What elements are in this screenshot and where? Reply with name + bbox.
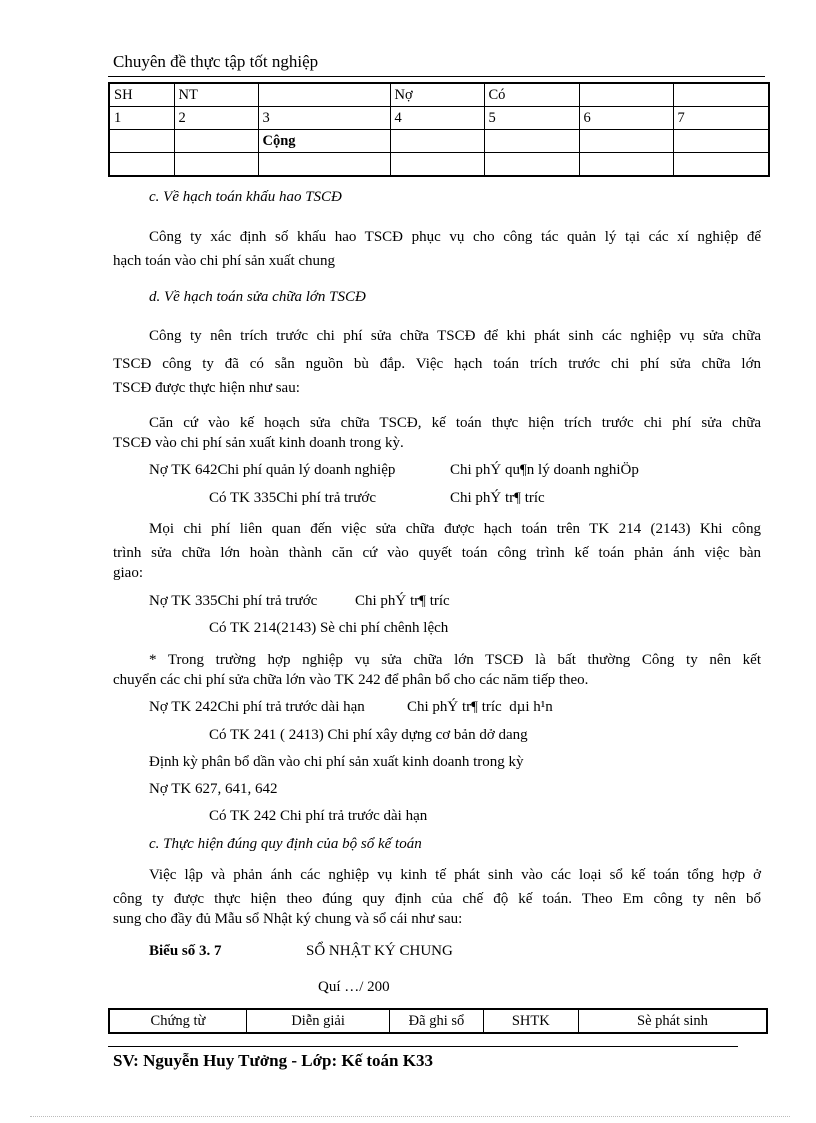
total-label: Cộng [258,130,390,153]
entry-debit: Nợ TK 335Chi phí trả trước [149,593,318,609]
paragraph-line: Mọi chi phí liên quan đến việc sửa chữa được hạch toán trên TK 214 (2143) Khi công [149,521,761,537]
paragraph-line: giao: [113,565,143,581]
section-heading: c. Thực hiện đúng quy định của bộ sổ kế toán [149,836,422,852]
table-cell [673,83,769,107]
paragraph-line: công ty được thực hiện theo đúng quy định của chế độ kế toán. Theo Em công ty nên bổ [113,891,761,907]
table-cell [390,153,484,177]
table-cell: 1 [109,107,174,130]
form-period: Quí …/ 200 [318,979,390,995]
header-rule [108,76,765,77]
paragraph-line: sung cho đầy đủ Mẫu sổ Nhật ký chung và sổ cái như sau: [113,911,463,927]
entry-credit: Có TK 241 ( 2413) Chi phí xây dựng cơ bản dở dang [209,727,528,743]
table-cell: 4 [390,107,484,130]
paragraph-line: trình sửa chữa lớn hoàn thành căn cứ vào quyết toán công trình kế toán phản ánh việc bàn [113,545,761,561]
form-label: Biểu số 3. 7 [149,943,222,959]
journal-header-table [108,1008,768,1034]
table-cell: NT [174,83,258,107]
ledger-table [108,82,770,177]
paragraph-line: Công ty nên trích trước chi phí sửa chữa TSCĐ để khi phát sinh các nghiệp vụ sửa chữa [149,328,761,344]
column-header: Chứng từ [109,1009,246,1033]
paragraph-line: Việc lập và phản ánh các nghiệp vụ kinh tế phát sinh vào các loại sổ kế toán tổng hợp ở [149,867,761,883]
table-cell [673,153,769,177]
table-cell [258,83,390,107]
entry-garbled: Chi phÝ qu¶n lý doanh nghiÖp [450,462,639,478]
table-row [109,83,769,107]
paragraph-line: hạch toán vào chi phí sản xuất chung [113,253,336,269]
table-cell: Có [484,83,579,107]
table-cell: 3 [258,107,390,130]
table-row [109,153,769,177]
page-header-title: Chuyên đề thực tập tốt nghiệp [113,52,319,71]
table-cell: SH [109,83,174,107]
table-cell [174,153,258,177]
paragraph-line: Công ty xác định số khấu hao TSCĐ phục vụ cho công tác quản lý tại các xí nghiệp để [149,229,761,245]
table-cell: 2 [174,107,258,130]
paragraph-line: TSCĐ công ty đã có sẵn nguồn bù đắp. Việc hạch toán trích trước chi phí sửa chữa lớn [113,356,761,372]
table-cell: 5 [484,107,579,130]
table-cell [579,153,673,177]
footer-rule [108,1046,738,1047]
table-cell [109,153,174,177]
table-cell [673,130,769,153]
column-header: Sè phát sinh [578,1009,767,1033]
section-heading: c. Về hạch toán khấu hao TSCĐ [149,189,342,205]
entry-credit: Có TK 242 Chi phí trả trước dài hạn [209,808,428,824]
entry-garbled: Chi phÝ tr¶ tríc dµi h¹n [407,699,553,715]
table-cell [174,130,258,153]
table-cell: Nợ [390,83,484,107]
entry-garbled: Chi phÝ tr¶ tríc [355,593,450,609]
entry-credit: Có TK 214(2143) Sè chi phí chênh lệch [209,620,449,636]
page-edge-divider [30,1116,790,1117]
table-cell: 6 [579,107,673,130]
table-cell: 7 [673,107,769,130]
entry-debit: Nợ TK 642Chi phí quản lý doanh nghiệp [149,462,396,478]
table-cell [484,130,579,153]
paragraph-line: Định kỳ phân bổ dần vào chi phí sản xuất kinh doanh trong kỳ [149,754,524,770]
entry-credit: Có TK 335Chi phí trả trước [209,490,377,506]
column-header: Đã ghi sổ [390,1009,483,1033]
table-cell [484,153,579,177]
column-header: SHTK [483,1009,578,1033]
column-header: Diễn giải [246,1009,389,1033]
entry-debit: Nợ TK 627, 641, 642 [149,781,278,797]
entry-debit: Nợ TK 242Chi phí trả trước dài hạn [149,699,365,715]
paragraph-line: TSCĐ được thực hiện như sau: [113,380,300,396]
paragraph-line: Căn cứ vào kế hoạch sửa chữa TSCĐ, kế toán thực hiện trích trước chi phí sửa chữa [149,415,761,431]
table-row [109,1009,767,1033]
table-cell [390,130,484,153]
form-title: SỔ NHẬT KÝ CHUNG [306,943,453,959]
table-row [109,130,769,153]
table-cell [258,153,390,177]
section-heading: d. Về hạch toán sửa chữa lớn TSCĐ [149,289,366,305]
table-cell [109,130,174,153]
table-cell [579,130,673,153]
paragraph-line: chuyển các chi phí sửa chữa lớn vào TK 242 để phân bổ cho các năm tiếp theo. [113,672,589,688]
entry-garbled: Chi phÝ tr¶ tríc [450,490,545,506]
page-footer: SV: Nguyễn Huy Tưởng - Lớp: Kế toán K33 [113,1051,433,1070]
paragraph-line: TSCĐ vào chi phí sản xuất kinh doanh trong kỳ. [113,435,404,451]
paragraph-line: * Trong trường hợp nghiệp vụ sửa chữa lớn TSCĐ là bất thường Công ty nên kết [149,652,761,668]
table-cell [579,83,673,107]
table-row [109,107,769,130]
